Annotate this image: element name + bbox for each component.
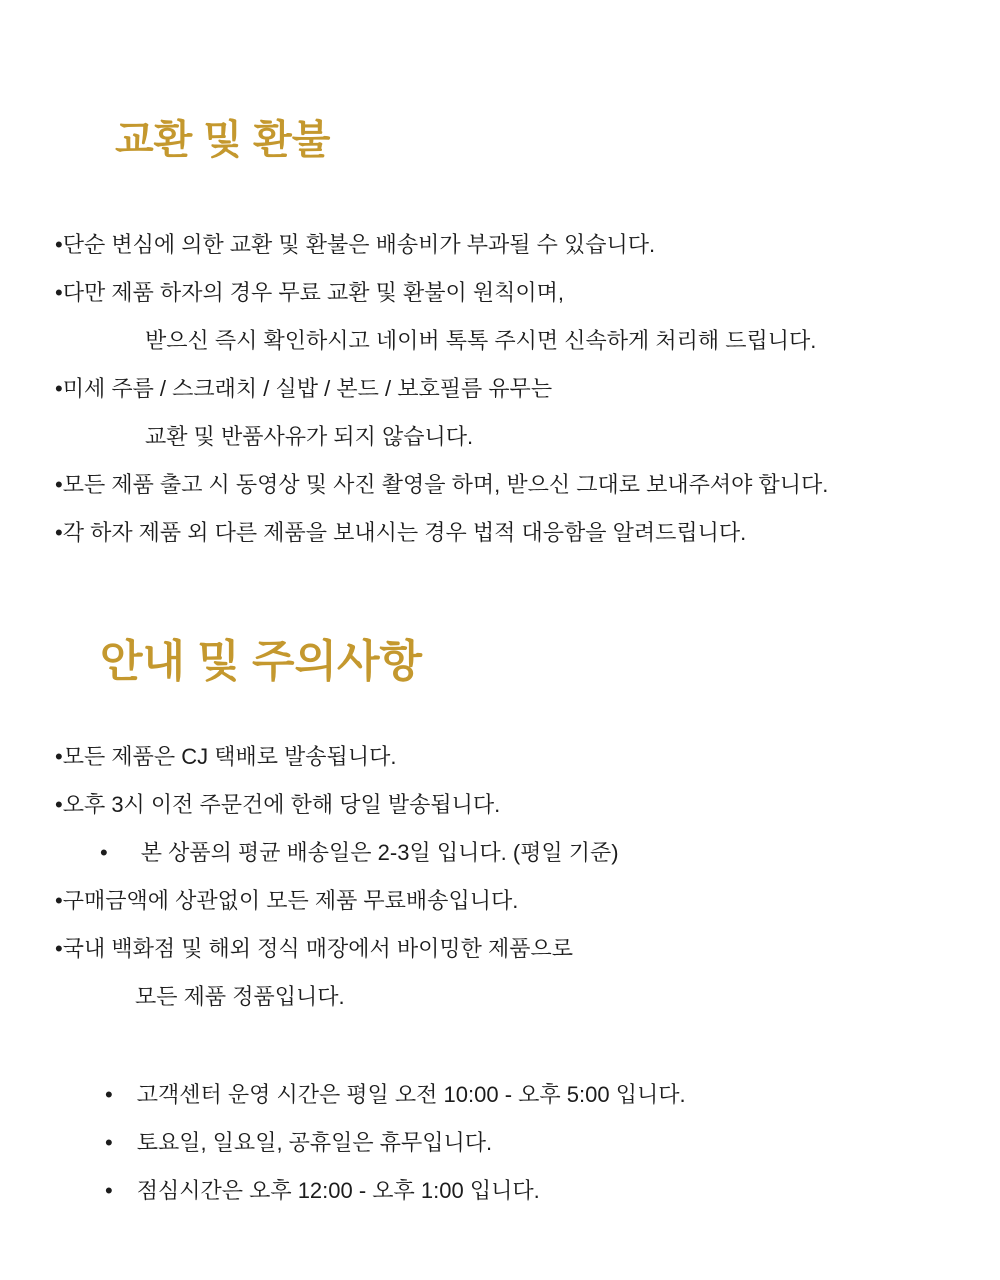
bullet-icon: • bbox=[55, 888, 63, 913]
policy-line-text: 다만 제품 하자의 경우 무료 교환 및 환불이 원칙이며, bbox=[62, 280, 565, 305]
policy-line-text: 각 하자 제품 외 다른 제품을 보내시는 경우 법적 대응함을 알려드립니다. bbox=[62, 520, 747, 545]
policy-line-text: 받으신 즉시 확인하시고 네이버 톡톡 주시면 신속하게 처리해 드립니다. bbox=[145, 328, 817, 353]
policy-line-text: 단순 변심에 의한 교환 및 환불은 배송비가 부과될 수 있습니다. bbox=[62, 232, 656, 257]
section-title-guide-notice: 안내 및 주의사항 bbox=[100, 637, 422, 686]
customer-service-notes bbox=[0, 1071, 1000, 1215]
policy-line-text: 구매금액에 상관없이 모든 제품 무료배송입니다. bbox=[62, 888, 519, 913]
bullet-icon: • bbox=[55, 792, 63, 817]
bullet-icon: • bbox=[100, 840, 108, 865]
policy-line bbox=[0, 925, 1000, 973]
bullet-icon: • bbox=[55, 936, 63, 961]
policy-subline bbox=[0, 829, 1000, 877]
policy-line bbox=[0, 461, 1000, 509]
policy-line bbox=[0, 221, 1000, 269]
policy-line bbox=[0, 365, 1000, 413]
policy-line-continuation bbox=[0, 317, 1000, 365]
policy-line bbox=[0, 733, 1000, 781]
policy-line bbox=[0, 877, 1000, 925]
policy-line-text: 점심시간은 오후 12:00 - 오후 1:00 입니다. bbox=[136, 1178, 540, 1203]
policy-note-line bbox=[0, 1071, 1000, 1119]
policy-line-text: 토요일, 일요일, 공휴일은 휴무입니다. bbox=[136, 1130, 493, 1155]
section-title-exchange-refund: 교환 및 환불 bbox=[115, 118, 331, 162]
bullet-icon: • bbox=[55, 280, 63, 305]
bullet-icon: • bbox=[105, 1130, 113, 1155]
bullet-icon: • bbox=[55, 744, 63, 769]
shipping-guide-notes bbox=[0, 733, 1000, 1021]
policy-line-text: 본 상품의 평균 배송일은 2-3일 입니다. (평일 기준) bbox=[140, 840, 619, 865]
bullet-icon: • bbox=[105, 1082, 113, 1107]
bullet-icon: • bbox=[105, 1178, 113, 1203]
policy-line-continuation bbox=[0, 973, 1000, 1021]
policy-line bbox=[0, 509, 1000, 557]
bullet-icon: • bbox=[55, 520, 63, 545]
policy-note-line bbox=[0, 1119, 1000, 1167]
policy-line-text: 오후 3시 이전 주문건에 한해 당일 발송됩니다. bbox=[62, 792, 501, 817]
policy-line-text: 미세 주름 / 스크래치 / 실밥 / 본드 / 보호필름 유무는 bbox=[62, 376, 553, 401]
policy-line bbox=[0, 269, 1000, 317]
bullet-icon: • bbox=[55, 376, 63, 401]
policy-line-text: 교환 및 반품사유가 되지 않습니다. bbox=[145, 424, 474, 449]
policy-line bbox=[0, 781, 1000, 829]
policy-line-continuation bbox=[0, 413, 1000, 461]
policy-line-text: 국내 백화점 및 해외 정식 매장에서 바이밍한 제품으로 bbox=[62, 936, 574, 961]
policy-line-text: 고객센터 운영 시간은 평일 오전 10:00 - 오후 5:00 입니다. bbox=[136, 1082, 686, 1107]
bullet-icon: • bbox=[55, 232, 63, 257]
exchange-refund-notes bbox=[0, 221, 1000, 557]
policy-line-text: 모든 제품 정품입니다. bbox=[135, 984, 345, 1009]
policy-line-text: 모든 제품 출고 시 동영상 및 사진 촬영을 하며, 받으신 그대로 보내주셔야 합니다. bbox=[62, 472, 829, 497]
policy-line-text: 모든 제품은 CJ 택배로 발송됩니다. bbox=[62, 744, 397, 769]
bullet-icon: • bbox=[55, 472, 63, 497]
policy-note-line bbox=[0, 1167, 1000, 1215]
